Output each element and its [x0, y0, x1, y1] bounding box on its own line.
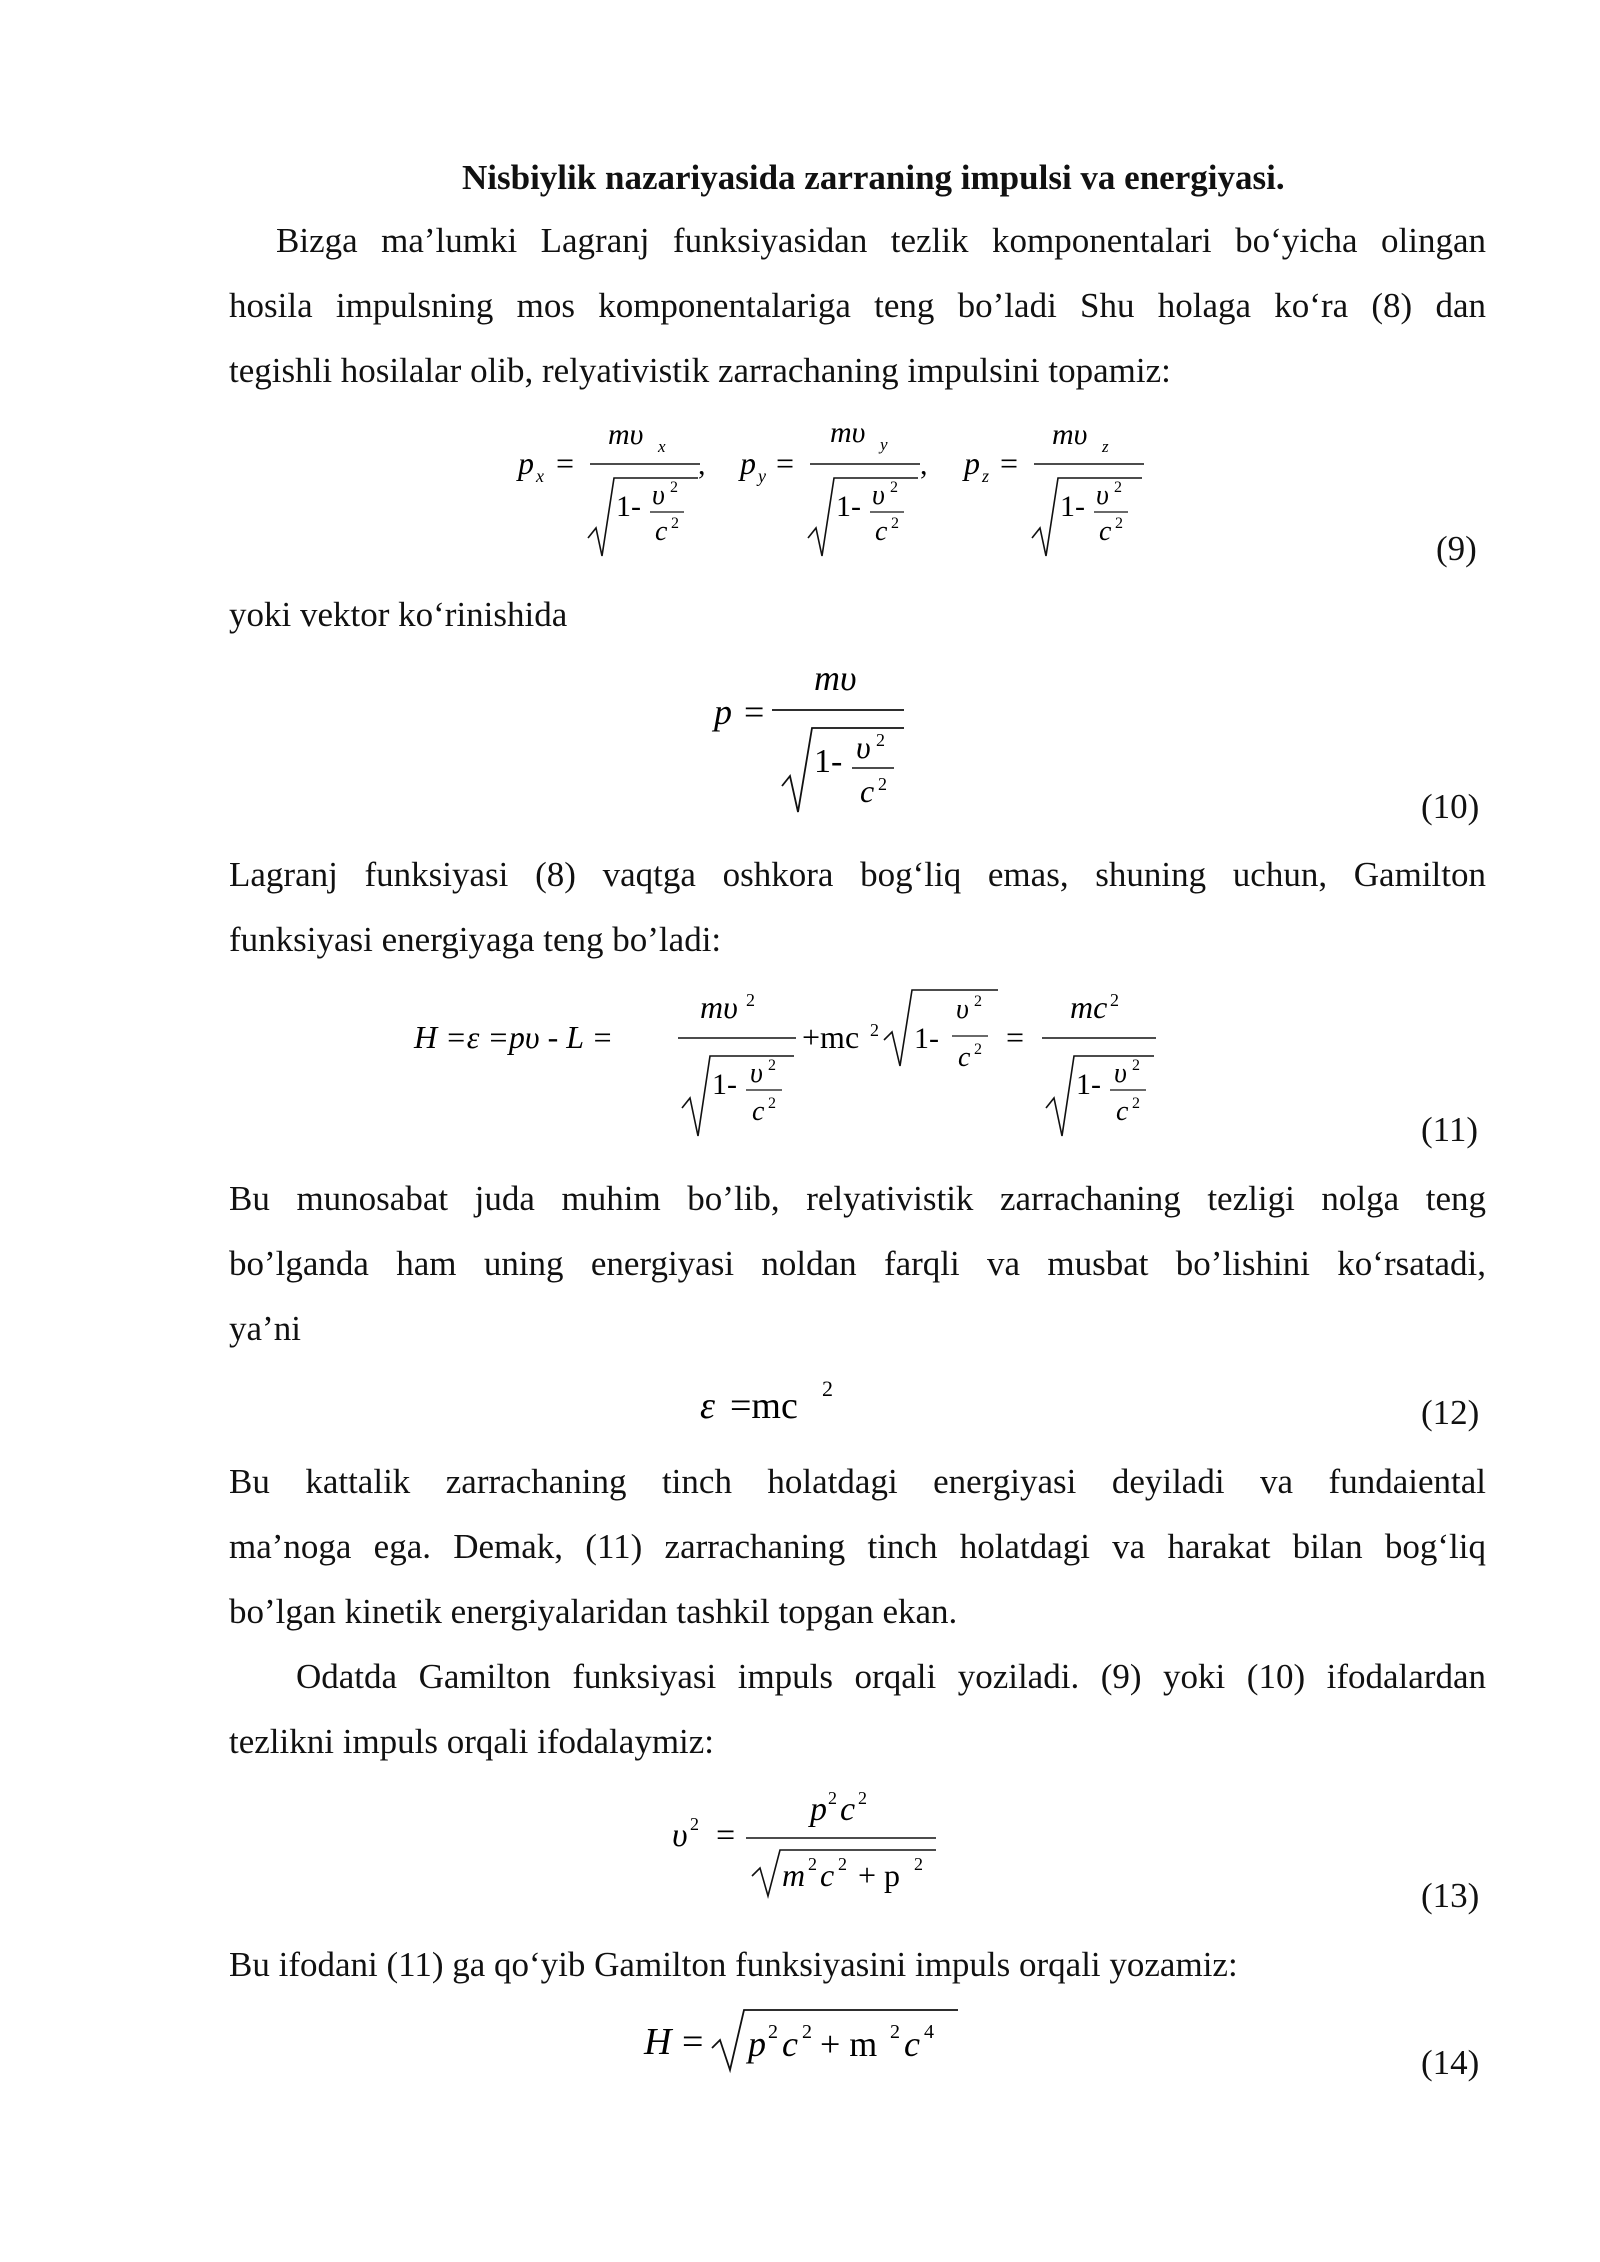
svg-text:2: 2 — [858, 1788, 867, 1808]
equation-number-13: (13) — [1421, 1876, 1480, 1915]
svg-text:mυ: mυ — [608, 418, 644, 451]
svg-text:υ: υ — [750, 1058, 763, 1089]
svg-text:2: 2 — [891, 515, 899, 532]
svg-text:+mc: +mc — [802, 1019, 860, 1055]
svg-text:p: p — [964, 445, 980, 481]
svg-text:ε: ε — [700, 1385, 715, 1427]
svg-text:c: c — [958, 1042, 971, 1073]
svg-text:2: 2 — [671, 515, 679, 532]
svg-text:c: c — [1099, 516, 1112, 547]
svg-text:2: 2 — [1132, 1057, 1140, 1074]
svg-text:υ: υ — [672, 1817, 688, 1854]
equation-9-py — [738, 416, 928, 556]
svg-text:2: 2 — [1110, 990, 1119, 1010]
svg-text:=: = — [1006, 1019, 1025, 1055]
svg-text:c: c — [782, 2024, 798, 2064]
svg-text:,: , — [920, 448, 928, 481]
svg-text:2: 2 — [890, 479, 898, 496]
svg-text:2: 2 — [914, 1854, 923, 1874]
equation-9 — [500, 408, 1160, 568]
svg-text:2: 2 — [1114, 479, 1122, 496]
svg-text:+ p: + p — [858, 1857, 901, 1893]
svg-text:mυ: mυ — [814, 658, 857, 698]
svg-text:z: z — [1102, 437, 1109, 456]
svg-text:p: p — [810, 1791, 827, 1828]
svg-text:=: = — [556, 445, 575, 481]
svg-text:2: 2 — [690, 1814, 699, 1834]
svg-text:2: 2 — [822, 1376, 833, 1401]
svg-text:2: 2 — [890, 2021, 900, 2043]
svg-text:2: 2 — [768, 1095, 776, 1112]
paragraph-line: ya’ni — [229, 1309, 301, 1348]
paragraph-line: Odatda Gamilton funksiyasi impuls orqali yoziladi. (9) yoki (10) ifodalardan — [296, 1657, 1486, 1696]
svg-text:c: c — [860, 773, 875, 809]
svg-text:1-: 1- — [1076, 1068, 1101, 1101]
paragraph-line: ma’noga ega. Demak, (11) zarrachaning tinch holatdagi va harakat bilan bog‘liq — [229, 1527, 1486, 1566]
svg-text:+ m: + m — [820, 2024, 878, 2064]
svg-text:=: = — [1000, 445, 1019, 481]
svg-text:,: , — [698, 448, 706, 481]
svg-text:mυ: mυ — [830, 416, 866, 449]
svg-text:2: 2 — [802, 2021, 812, 2043]
svg-text:p: p — [518, 445, 534, 481]
svg-text:c: c — [1116, 1096, 1129, 1127]
svg-text:c: c — [655, 516, 668, 547]
equation-14 — [636, 2000, 966, 2080]
svg-text:=: = — [744, 692, 765, 732]
svg-text:υ: υ — [1096, 480, 1109, 511]
svg-text:c: c — [904, 2024, 920, 2064]
paragraph-line: funksiyasi energiyaga teng bo’ladi: — [229, 920, 722, 959]
svg-text:2: 2 — [768, 2021, 778, 2043]
svg-text:=: = — [682, 2021, 704, 2063]
svg-text:1-: 1- — [712, 1068, 737, 1101]
equation-number-12: (12) — [1421, 1393, 1480, 1432]
svg-text:2: 2 — [870, 1020, 879, 1040]
paragraph-line: tezlikni impuls orqali ifodalaymiz: — [229, 1722, 715, 1761]
svg-text:mυ: mυ — [1052, 418, 1088, 451]
svg-text:c: c — [820, 1857, 835, 1893]
equation-number-10: (10) — [1421, 787, 1480, 826]
paragraph-line: yoki vektor ko‘rinishida — [229, 595, 568, 634]
svg-text:x: x — [658, 437, 666, 456]
svg-text:x: x — [536, 466, 544, 486]
svg-text:mυ: mυ — [700, 989, 738, 1025]
svg-text:υ: υ — [1114, 1058, 1127, 1089]
svg-text:y: y — [880, 435, 888, 454]
equation-number-11: (11) — [1421, 1110, 1479, 1149]
svg-text:2: 2 — [828, 1788, 837, 1808]
svg-text:H =ε =pυ - L =: H =ε =pυ - L = — [414, 1019, 614, 1055]
paragraph-line: Bu ifodani (11) ga qo‘yib Gamilton funksiyasini impuls orqali yozamiz: — [229, 1945, 1238, 1984]
svg-text:mc: mc — [1070, 989, 1108, 1025]
svg-text:2: 2 — [808, 1854, 817, 1874]
svg-text:2: 2 — [1132, 1095, 1140, 1112]
paragraph-line: Lagranj funksiyasi (8) vaqtga oshkora bog‘liq emas, shuning uchun, Gamilton — [229, 855, 1486, 894]
svg-text:2: 2 — [838, 1854, 847, 1874]
svg-text:υ: υ — [856, 729, 871, 765]
svg-text:υ: υ — [872, 480, 885, 511]
svg-text:p: p — [740, 445, 756, 481]
svg-text:1-: 1- — [836, 490, 861, 523]
equation-11 — [410, 980, 1170, 1150]
svg-text:=: = — [776, 445, 795, 481]
svg-text:H: H — [644, 2021, 672, 2063]
equation-10 — [700, 652, 940, 822]
svg-text:2: 2 — [974, 1041, 982, 1058]
equation-number-14: (14) — [1421, 2043, 1480, 2082]
svg-text:c: c — [752, 1096, 765, 1127]
equation-12 — [690, 1366, 870, 1436]
svg-text:2: 2 — [746, 990, 755, 1010]
paragraph-line: Bu kattalik zarrachaning tinch holatdagi energiyasi deyiladi va fundaiental — [229, 1462, 1486, 1501]
paragraph-line: Bu munosabat juda muhim bo’lib, relyativistik zarrachaning tezligi nolga teng — [229, 1179, 1486, 1218]
svg-text:2: 2 — [878, 774, 887, 794]
svg-text:p: p — [714, 692, 732, 732]
svg-text:υ: υ — [956, 994, 969, 1025]
paragraph-line: bo’lgan kinetik energiyalaridan tashkil topgan ekan. — [229, 1592, 958, 1631]
svg-text:2: 2 — [1115, 515, 1123, 532]
paragraph-line: bo’lganda ham uning energiyasi noldan farqli va musbat bo’lishini ko‘rsatadi, — [229, 1244, 1486, 1283]
svg-text:1-: 1- — [814, 743, 843, 780]
svg-text:=mc: =mc — [730, 1385, 798, 1427]
equation-number-9: (9) — [1436, 529, 1477, 568]
paragraph-line: hosila impulsning mos komponentalariga teng bo’ladi Shu holaga ko‘ra (8) dan — [229, 286, 1486, 325]
svg-text:=: = — [716, 1817, 736, 1854]
svg-text:2: 2 — [768, 1057, 776, 1074]
paragraph-line: Bizga ma’lumki Lagranj funksiyasidan tezlik komponentalari bo‘yicha olingan — [276, 221, 1486, 260]
svg-text:y: y — [758, 466, 766, 486]
svg-text:4: 4 — [924, 2021, 934, 2043]
svg-text:1-: 1- — [914, 1022, 939, 1055]
svg-text:c: c — [875, 516, 888, 547]
svg-text:υ: υ — [652, 480, 665, 511]
paragraph-line: tegishli hosilalar olib, relyativistik zarrachaning impulsini topamiz: — [229, 351, 1171, 390]
equation-13 — [660, 1780, 960, 1910]
svg-text:1-: 1- — [1060, 490, 1085, 523]
svg-text:2: 2 — [974, 993, 982, 1010]
page-title: Nisbiylik nazariyasida zarraning impulsi va energiyasi. — [462, 158, 1285, 197]
svg-text:m: m — [782, 1857, 806, 1893]
svg-text:z: z — [982, 466, 990, 486]
svg-text:c: c — [840, 1791, 856, 1828]
svg-text:1-: 1- — [616, 490, 641, 523]
svg-text:2: 2 — [876, 730, 885, 750]
equation-9-pz — [962, 418, 1144, 556]
equation-9-px — [516, 418, 706, 556]
svg-text:2: 2 — [670, 479, 678, 496]
svg-text:p: p — [748, 2024, 766, 2064]
